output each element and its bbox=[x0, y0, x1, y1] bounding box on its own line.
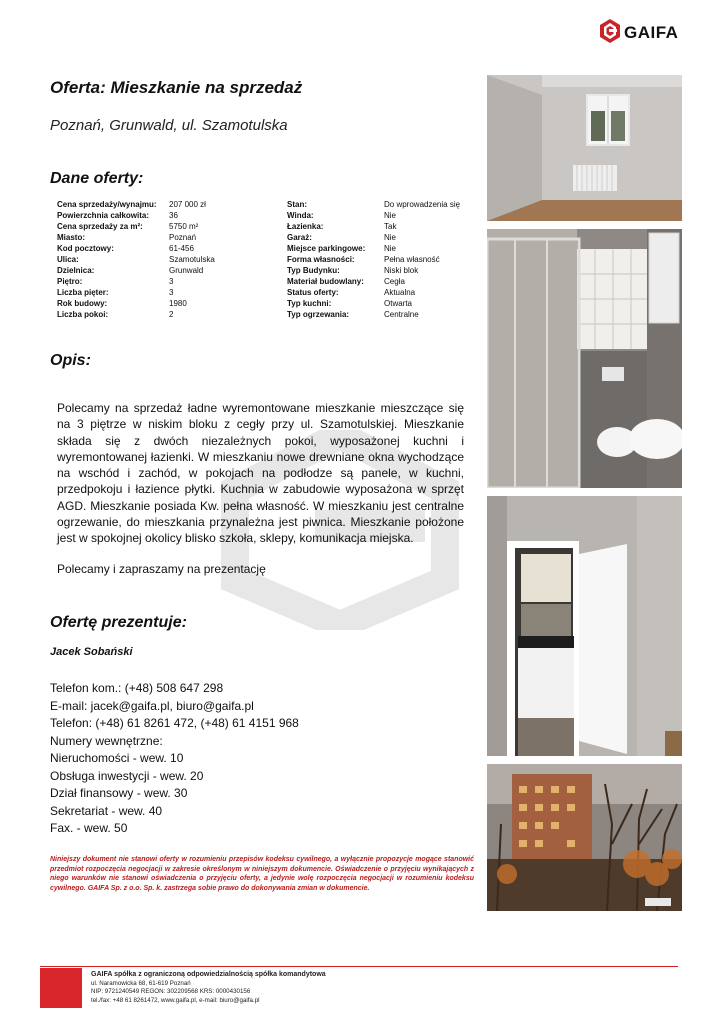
details-label: Ulica: bbox=[57, 255, 79, 264]
details-value: 61-456 bbox=[169, 244, 194, 253]
details-value: 3 bbox=[169, 288, 174, 297]
description-heading: Opis: bbox=[50, 352, 91, 369]
details-label: Materiał budowlany: bbox=[287, 277, 364, 286]
footer-divider bbox=[40, 966, 678, 967]
details-value: Nie bbox=[384, 233, 397, 242]
details-row bbox=[57, 254, 477, 265]
description-paragraph: Polecamy na sprzedaż ładne wyremontowane mieszkanie mieszczące się na 3 piętrze w niskim bloku z cegły przy ul. Szamotulskiej. Mieszkanie składa się z dwóch niezależnych pokoi, wyposażonej kuchni i wyremontowanej łazienki. W mieszkaniu nowe drewniane okna wychodzące na wschód i zachód, w pokojach na podłodze są panele, w kuchni, przedpokoju i łazience płytki. Kuchnia w zabudowie wyposażona w sprzęt AGD. Mieszkanie posiada Kw. pełna własność. W mieszkaniu jest centralne ogrzewanie, do mieszkania przynależna jest piwnica. Mieszkanie położone jest w spokojnej okolicy blisko szkoła, sklepy, komunikacja miejska. bbox=[57, 401, 464, 546]
contact-line: Obsługa inwestycji - wew. 20 bbox=[50, 768, 204, 783]
details-label: Typ Budynku: bbox=[287, 266, 340, 275]
photo-view bbox=[487, 764, 682, 911]
presenter-heading: Ofertę prezentuje: bbox=[50, 614, 187, 631]
details-value: 2 bbox=[169, 310, 174, 319]
brand-name: GAIFA bbox=[624, 23, 679, 42]
footer-accent-block bbox=[40, 968, 82, 1008]
photo-room bbox=[487, 75, 682, 221]
details-label: Rok budowy: bbox=[57, 299, 108, 308]
details-label: Liczba pięter: bbox=[57, 288, 109, 297]
photo-bathroom bbox=[487, 229, 682, 488]
contact-line: E-mail: jacek@gaifa.pl, biuro@gaifa.pl bbox=[50, 698, 254, 713]
details-row bbox=[57, 287, 477, 298]
details-row bbox=[57, 199, 477, 210]
footer-address: ul. Naramowicka 68, 61-619 Poznań bbox=[91, 979, 191, 987]
details-value: Tak bbox=[384, 222, 397, 231]
details-label: Forma własności: bbox=[287, 255, 355, 264]
details-label: Winda: bbox=[287, 211, 314, 220]
details-heading: Dane oferty: bbox=[50, 170, 144, 187]
details-label: Powierzchnia całkowita: bbox=[57, 211, 150, 220]
details-label: Cena sprzedaży za m²: bbox=[57, 222, 143, 231]
details-label: Liczba pokoi: bbox=[57, 310, 109, 319]
contact-line: Numery wewnętrzne: bbox=[50, 733, 163, 748]
details-label: Stan: bbox=[287, 200, 307, 209]
description-paragraph: Polecamy i zapraszamy na prezentację bbox=[57, 561, 266, 576]
details-value: Szamotulska bbox=[169, 255, 215, 264]
contact-line: Nieruchomości - wew. 10 bbox=[50, 751, 184, 765]
details-value: Poznań bbox=[169, 233, 197, 242]
gaifa-logo bbox=[598, 18, 690, 48]
details-row bbox=[57, 232, 477, 243]
details-value: 207 000 zł bbox=[169, 200, 206, 209]
offer-location: Poznań, Grunwald, ul. Szamotulska bbox=[50, 117, 288, 134]
details-label: Miejsce parkingowe: bbox=[287, 244, 366, 253]
details-value: 1980 bbox=[169, 299, 187, 308]
details-table bbox=[57, 199, 477, 320]
details-value: Nie bbox=[384, 211, 397, 220]
offer-title: Oferta: Mieszkanie na sprzedaż bbox=[50, 78, 303, 97]
contact-line: Dział finansowy - wew. 30 bbox=[50, 786, 188, 800]
photo-kitchen bbox=[487, 496, 682, 756]
details-label: Typ kuchni: bbox=[287, 299, 332, 308]
details-label: Kod pocztowy: bbox=[57, 244, 114, 253]
details-value: 5750 m² bbox=[169, 222, 199, 231]
disclaimer: Niniejszy dokument nie stanowi oferty w rozumieniu przepisów kodeksu cywilnego, a wyłącznie propozycje mogące stanowić przedmiot rozpoczęcia negocjacji w zakresie określonym w niniejszym dokumencie. Oświadczenie o przyjęciu wynikających z niego warunków nie stanowi oświadczenia o przyjęciu oferty, a jedynie wolę rozpoczęcia negocjacji w rozumieniu kodeksu cywilnego. GAIFA Sp. z o.o. Sp. k. zastrzega sobie prawo do dokonywania zmian w dokumencie. bbox=[50, 856, 474, 892]
details-value: 3 bbox=[169, 277, 174, 286]
description-text bbox=[57, 400, 464, 577]
details-row bbox=[57, 210, 477, 221]
contact-line: Telefon: (+48) 61 8261 472, (+48) 61 4151 968 bbox=[50, 716, 299, 730]
contact-line: Telefon kom.: (+48) 508 647 298 bbox=[50, 681, 224, 695]
agent-name: Jacek Sobański bbox=[50, 646, 133, 658]
details-row bbox=[57, 298, 477, 309]
details-value: Pełna własność bbox=[384, 255, 440, 264]
details-label: Garaż: bbox=[287, 233, 312, 242]
details-value: Cegła bbox=[384, 277, 405, 286]
contact-line: Fax. - wew. 50 bbox=[50, 821, 128, 835]
details-value: Grunwald bbox=[169, 266, 204, 275]
details-value: Do wprowadzenia się bbox=[384, 200, 461, 209]
gaifa-logo-icon bbox=[598, 18, 622, 46]
details-row bbox=[57, 276, 477, 287]
footer-contact: tel./fax: +48 61 8261472, www.gaifa.pl, e-mail: biuro@gaifa.pl bbox=[91, 996, 260, 1004]
details-label: Status oferty: bbox=[287, 288, 339, 297]
footer-registry: NIP: 9721240549 REGON: 302209568 KRS: 0000430156 bbox=[91, 988, 251, 996]
details-value: Niski blok bbox=[384, 266, 419, 275]
footer-company-info bbox=[91, 971, 326, 1005]
details-value: Nie bbox=[384, 244, 397, 253]
details-label: Łazienka: bbox=[287, 222, 324, 231]
details-label: Miasto: bbox=[57, 233, 85, 242]
details-row bbox=[57, 243, 477, 254]
details-label: Piętro: bbox=[57, 277, 83, 286]
footer-company: GAIFA spółka z ograniczoną odpowiedzialnością spółka komandytowa bbox=[91, 971, 326, 978]
details-label: Cena sprzedaży/wynajmu: bbox=[57, 200, 157, 209]
details-value: Otwarta bbox=[384, 299, 413, 308]
details-label: Typ ogrzewania: bbox=[287, 310, 350, 319]
details-row bbox=[57, 221, 477, 232]
details-label: Dzielnica: bbox=[57, 266, 95, 275]
details-value: Centralne bbox=[384, 310, 419, 319]
details-row bbox=[57, 309, 477, 320]
details-row bbox=[57, 265, 477, 276]
details-value: 36 bbox=[169, 211, 178, 220]
details-value: Aktualna bbox=[384, 288, 416, 297]
contact-line: Sekretariat - wew. 40 bbox=[50, 803, 163, 818]
contact-info bbox=[50, 680, 299, 838]
